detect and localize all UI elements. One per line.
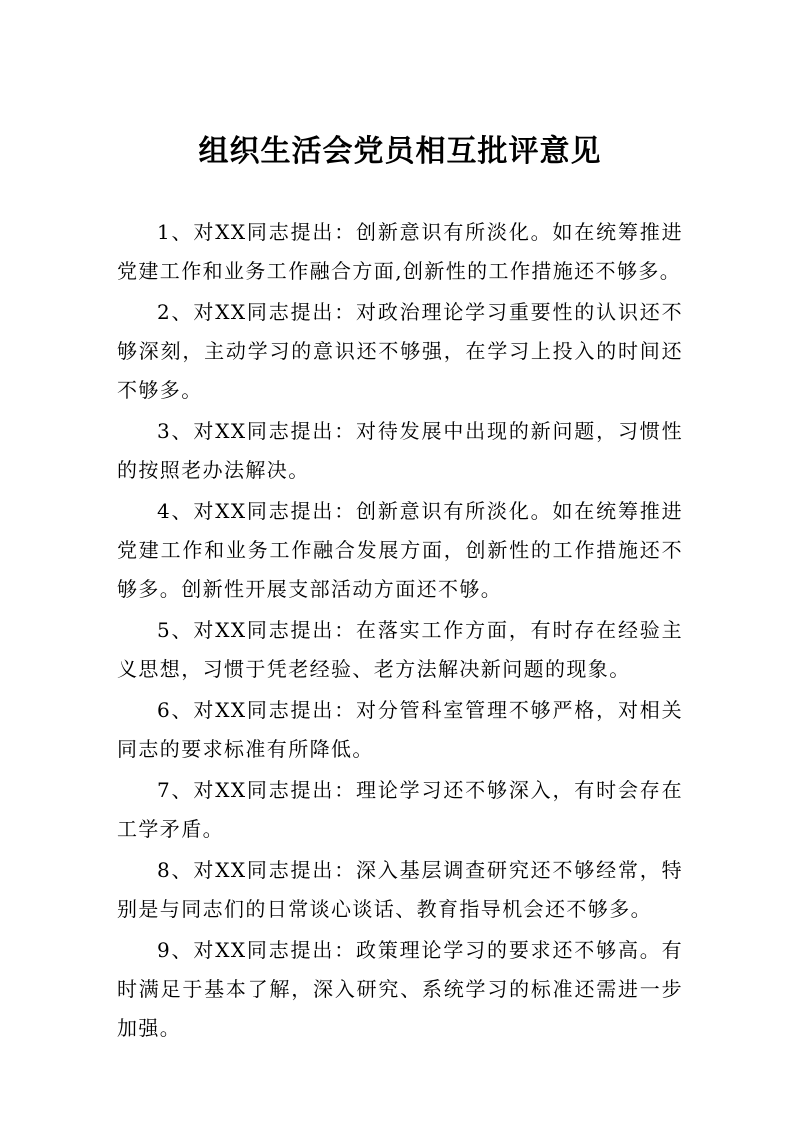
paragraph-7: 7、对XX同志提出：理论学习还不够深入，有时会存在工学矛盾。 (117, 778, 683, 841)
paragraph-1: 1、对XX同志提出：创新意识有所淡化。如在统筹推进党建工作和业务工作融合方面,创新性的工作措施还不够多。 (117, 220, 683, 283)
paragraph-8: 8、对XX同志提出：深入基层调查研究还不够经常，特别是与同志们的日常谈心谈话、教育指导机会还不够多。 (117, 858, 683, 921)
document-title: 组织生活会党员相互批评意见 (198, 134, 602, 169)
paragraph-4: 4、对XX同志提出：创新意识有所淡化。如在统筹推进党建工作和业务工作融合发展方面，创新性的工作措施还不够多。创新性开展支部活动方面还不够。 (117, 499, 683, 601)
paragraph-6: 6、对XX同志提出：对分管科室管理不够严格，对相关同志的要求标准有所降低。 (117, 698, 683, 761)
document-body (117, 213, 683, 1050)
paragraph-5: 5、对XX同志提出：在落实工作方面，有时存在经验主义思想，习惯于凭老经验、老方法解决新问题的现象。 (117, 618, 683, 681)
paragraph-2: 2、对XX同志提出：对政治理论学习重要性的认识还不够深刻，主动学习的意识还不够强，在学习上投入的时间还不够多。 (117, 300, 683, 402)
paragraph-3: 3、对XX同志提出：对待发展中出现的新问题，习惯性的按照老办法解决。 (117, 419, 683, 482)
paragraph-9: 9、对XX同志提出：政策理论学习的要求还不够高。有时满足于基本了解，深入研究、系统学习的标准还需进一步加强。 (117, 938, 683, 1040)
